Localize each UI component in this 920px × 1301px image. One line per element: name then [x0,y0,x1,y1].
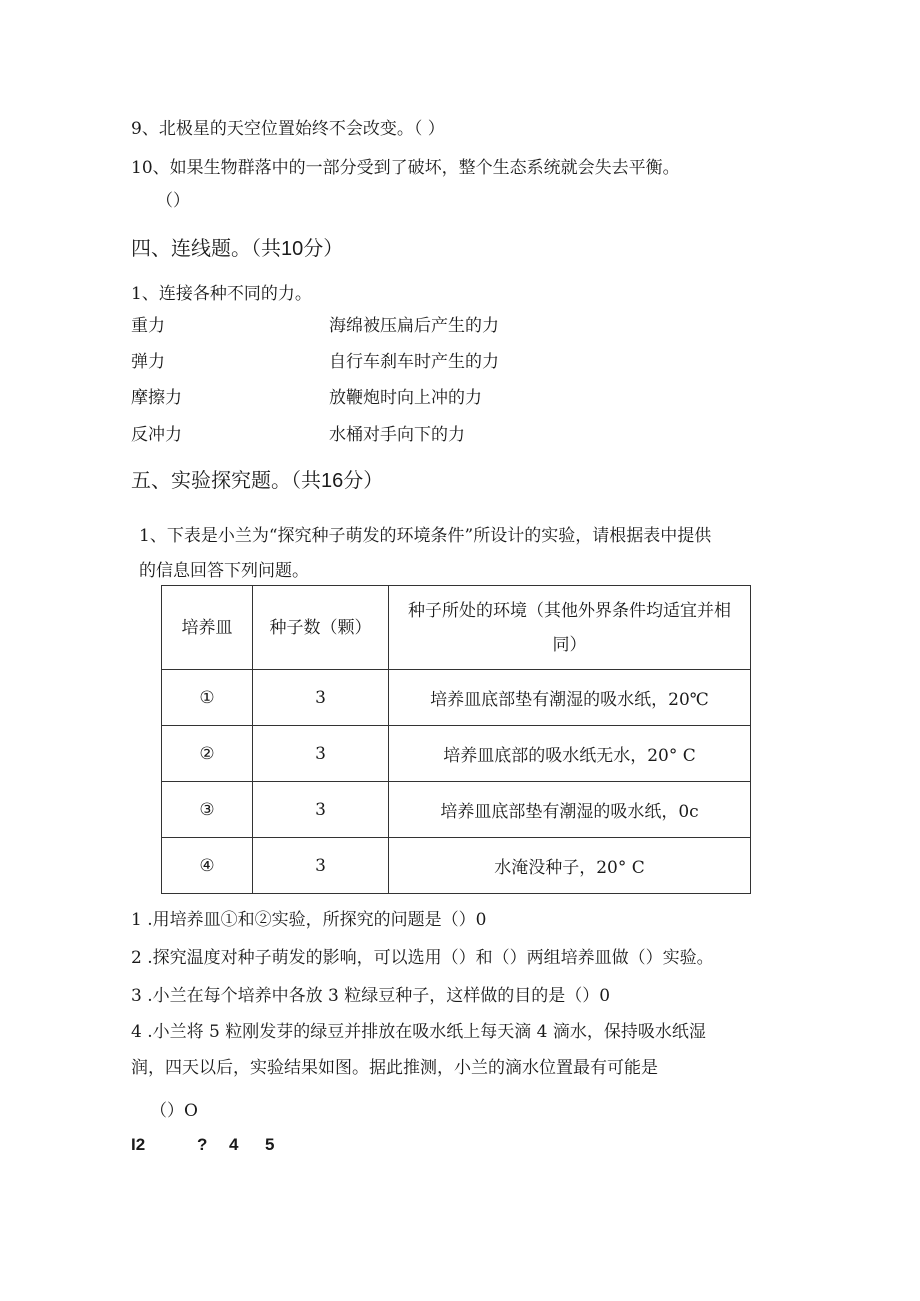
question-10: 10、如果生物群落中的一部分受到了破坏，整个生态系统就会失去平衡。 [131,158,680,178]
force-name: 反冲力 [131,425,182,445]
section-4-question-1: 1、连接各种不同的力。 [131,284,312,304]
question-10-blank: （） [156,191,190,211]
force-name: 摩擦力 [131,388,182,408]
figure-label: 5 [265,1135,275,1154]
force-name: 弹力 [131,352,165,372]
seed-count: 3 [253,838,389,894]
table-row [162,670,751,726]
header-environment: 种子所处的环境（其他外界条件均适宜并相同） [389,586,751,670]
seed-count: 3 [253,782,389,838]
sub-question-4-continued: 润，四天以后，实验结果如图。据此推测，小兰的滴水位置最有可能是 [131,1058,658,1078]
force-description: 海绵被压扁后产生的力 [329,316,499,336]
force-name: 重力 [131,316,165,336]
seed-count: 3 [253,726,389,782]
environment: 培养皿底部垫有潮湿的吸水纸，0c [389,782,751,838]
section-4-heading: 四、连线题。（共10分） [131,236,344,260]
figure-label: ? [197,1135,208,1154]
header-dish: 培养皿 [162,586,253,670]
dish-id: ① [162,670,253,726]
section-5-heading: 五、实验探究题。（共16分） [131,468,384,492]
seed-count: 3 [253,670,389,726]
section-4-points: 10 [281,238,304,260]
force-description: 水桶对手向下的力 [329,425,465,445]
sub-question-3: 3 .小兰在每个培养中各放 3 粒绿豆种子，这样做的目的是（）0 [131,986,611,1006]
table-header-row [162,586,751,670]
table-row [162,838,751,894]
table-row [162,726,751,782]
environment: 水淹没种子，20° C [389,838,751,894]
sub-question-1: 1 .用培养皿①和②实验，所探究的问题是（）0 [131,910,487,930]
table-row [162,782,751,838]
environment: 培养皿底部的吸水纸无水，20° C [389,726,751,782]
dish-id: ④ [162,838,253,894]
header-seed-count: 种子数（颗） [253,586,389,670]
force-description: 自行车刹车时产生的力 [329,352,499,372]
figure-label: I2 [131,1135,146,1154]
experiment-table [161,585,751,894]
question-9: 9、北极星的天空位置始终不会改变。（ ） [131,119,445,139]
section-5-intro-continued: 的信息回答下列问题。 [139,561,309,581]
sub-question-2: 2 .探究温度对种子萌发的影响，可以选用（）和（）两组培养皿做（）实验。 [131,948,714,968]
dish-id: ③ [162,782,253,838]
dish-id: ② [162,726,253,782]
environment: 培养皿底部垫有潮湿的吸水纸，20℃ [389,670,751,726]
figure-label: 4 [229,1135,239,1154]
sub-question-4-answer: （）O [150,1101,198,1121]
sub-question-4: 4 .小兰将 5 粒刚发芽的绿豆并排放在吸水纸上每天滴 4 滴水，保持吸水纸湿 [131,1022,706,1042]
section-5-points: 16 [321,470,344,492]
section-5-intro: 1、下表是小兰为“探究种子萌发的环境条件”所设计的实验，请根据表中提供 [139,526,712,546]
force-description: 放鞭炮时向上冲的力 [329,388,482,408]
